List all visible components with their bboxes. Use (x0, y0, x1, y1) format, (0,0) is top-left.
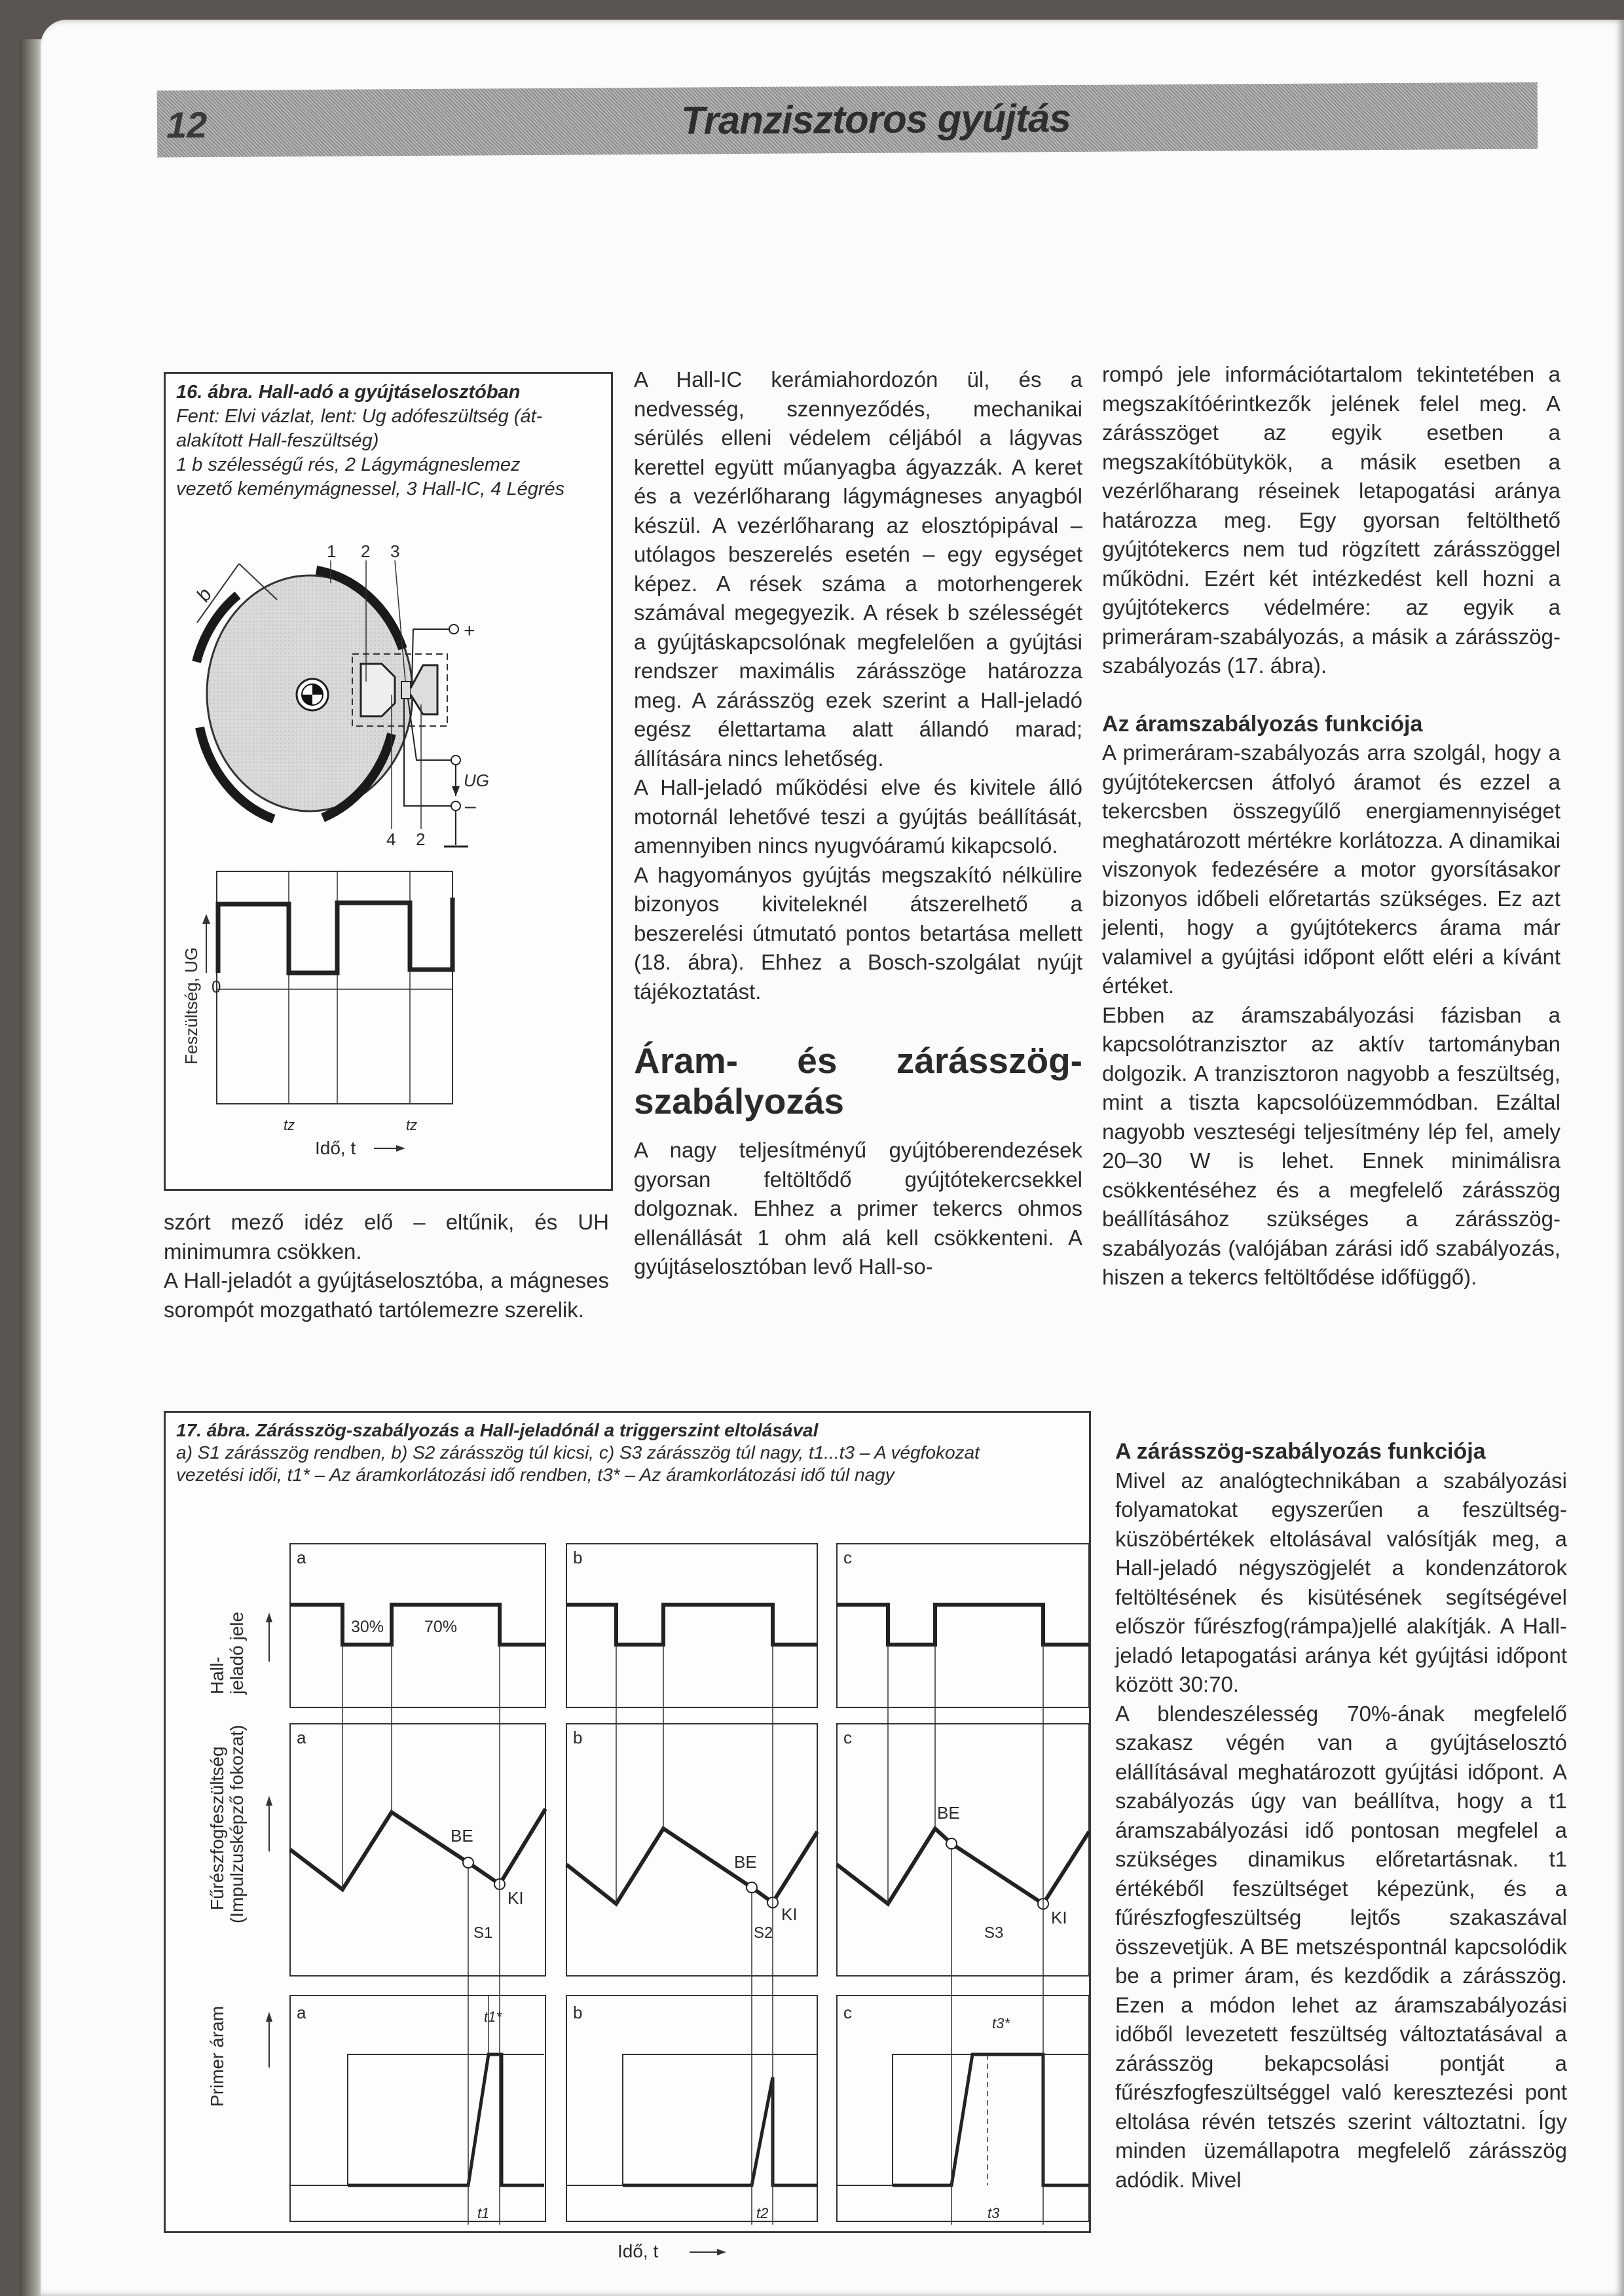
figure-16-caption (166, 374, 611, 508)
panel-label-c: c (843, 1728, 852, 1747)
paragraph: szórt mező idéz elő – eltűnik, és UH minimumra csökken. (164, 1210, 609, 1264)
panel-label-b: b (573, 1728, 583, 1747)
zero-tick: 0 (212, 977, 221, 996)
pct-30: 30% (351, 1618, 384, 1636)
ki-label: KI (781, 1904, 798, 1924)
tz-tick-2: tz (406, 1117, 418, 1133)
tz-tick-1: tz (284, 1117, 295, 1133)
plus-terminal: + (464, 620, 475, 642)
row-label-sawtooth: Fűrészfogfeszültség (207, 1746, 227, 1910)
label-2: 2 (361, 541, 371, 561)
caption-line: Fent: Elvi vázlat, lent: Ug adófeszültség (át- (176, 406, 543, 427)
ki-label: KI (507, 1888, 524, 1908)
row-label-sawtooth-2: (Impulzusképző fokozat) (227, 1724, 247, 1923)
panel-label-c: c (843, 1548, 852, 1567)
x-axis-label: Idő, t (315, 1138, 356, 1158)
paragraph: A Hall-jeladót a gyújtáselosztóba, a mágneses sorompót mozgatható tartólemezre szerelik. (164, 1268, 609, 1322)
label-2b: 2 (416, 829, 426, 849)
paragraph: A Hall-jeladó működési elve és kivitele álló motornál lehetővé teszi a gyújtás beállítását, amennyiben nincs nyugvóáramú kikapcsoló. (634, 775, 1082, 858)
figure-17-caption (166, 1413, 1089, 1493)
caption-line: vezető keménymágnessel, 3 Hall-IC, 4 Légrés (176, 479, 565, 500)
label-3: 3 (390, 541, 400, 561)
row-label-hall: Hall- (207, 1656, 227, 1694)
subheading: Az áramszabályozás funkciója (1102, 711, 1423, 737)
paragraph: rompó jele információtartalom tekintetében a megszakítóérintkezők jelének felel meg. A zárásszöget az egyik esetben a megszakítóbütykök, a másik esetben a vezérlőharang réseinek letapogatási aránya határozza meg. Egy gyorsan feltölthető gyújtótekercs nem tud rögzített zárásszöggel működni. Ezért két intézkedést kell hozni a gyújtótekercs védelmére: az egyik a primeráram-szabályozás, a másik a zárásszög-szabályozás (17. ábra). (1102, 362, 1560, 678)
label-1: 1 (327, 541, 337, 561)
be-label: BE (937, 1803, 960, 1823)
t2-label: t2 (756, 2205, 769, 2221)
column-3-lower-text (1115, 1437, 1567, 2195)
panel-label-b: b (573, 1548, 583, 1567)
figure-16 (164, 372, 613, 1191)
t1-label: t1 (477, 2205, 490, 2221)
caption-line: alakított Hall-feszültség) (176, 430, 379, 451)
paragraph: Mivel az analógtechnikában a szabályozási folyamatokat egyszerűen a feszültség-küszöbértékek eltolásával valósítják meg, a Hall-jeladó négyszögjelét a kondenzátorok feltöltésének és kisütésének segítségével először fűrészfog(rámpa)jellé alakítják. A Hall-jeladó letapogatási aránya két gyújtási időpont között 30:70. (1115, 1468, 1567, 1696)
caption-line: a) S1 zárásszög rendben, b) S2 zárásszög túl kicsi, c) S3 zárásszög túl nagy, t1...t3 – A végfokozat (176, 1442, 980, 1463)
ki-label: KI (1051, 1908, 1067, 1927)
s2-label: S2 (754, 1924, 773, 1942)
column-1-text (164, 1208, 609, 1324)
x-axis-label: Idő, t (618, 2241, 659, 2261)
paragraph: A hagyományos gyújtás megszakító nélkülire bizonyos kiviteleknél átszerelhető a beszerelési útmutató pontos betartása mellett (18. ábra). Ehhez a Bosch-szolgálat nyújt tájékoztatást. (634, 862, 1082, 1004)
t3-label: t3 (987, 2205, 1000, 2221)
panel-label-a: a (297, 1728, 306, 1747)
panel-label-a: a (297, 2003, 306, 2022)
label-4: 4 (386, 829, 396, 849)
panel-label-b: b (573, 2003, 583, 2022)
caption-line: vezetési idői, t1* – Az áramkorlátozási idő rendben, t3* – Az áramkorlátozási idő túl nagy (176, 1465, 895, 1485)
be-label: BE (734, 1852, 757, 1872)
figure-17-title: 17. ábra. Zárásszög-szabályozás a Hall-jeladónál a triggerszint eltolásával (176, 1420, 819, 1440)
subheading: A zárásszög-szabályozás funkciója (1115, 1439, 1486, 1464)
y-axis-label: Feszültség, UG (181, 947, 201, 1065)
pct-70: 70% (424, 1618, 458, 1636)
panel-label-c: c (843, 2003, 852, 2022)
panel-label-a: a (297, 1548, 306, 1567)
dim-b-label: b (192, 584, 217, 606)
ug-label: UG (464, 771, 489, 790)
row-label-hall-2: jeladó jele (227, 1611, 247, 1694)
section-heading: Áram- és zárásszög-szabályozás (634, 1040, 1082, 1121)
panel-a (290, 1544, 545, 2225)
figure-17 (164, 1411, 1091, 2261)
chapter-title: Tranzisztoros gyújtás (680, 96, 1071, 143)
paragraph: A blendeszélesség 70%-ának megfelelő szakasz végén van a gyújtáselosztó elállításával meghatározott gyújtási időpont. A szabályozás úgy van beállítva, hogy a t1 áramszabályozási idő pontosan megfelel a szükséges dinamikus előretartásnak. t1 értékéből feszültséget képezünk, és a fűrészfogfeszültség lejtős szakaszával összevetjük. A BE metszéspontnál kapcsolódik be a primer áram, és kezdődik a zárásszög. Ezen a módon lehet az áramszabályozási időből levezetett feszültség változtatásával a zárásszög bekapcsolási pontját a fűrészfogfeszültséggel való keresztezési pont eltolása révén tetszés szerint változtatni. Így minden üzemállapotra megfelelő zárásszög adódik. Mivel (1115, 1701, 1567, 2192)
t3-star-label: t3* (992, 2015, 1010, 2032)
hall-voltage-chart (166, 865, 611, 1192)
paragraph: A Hall-IC kerámiahordozón ül, és a nedvesség, szennyeződés, mechanikai sérülés elleni védelem céljából a lágyvas kerettel együtt műanyagba ágyazzák. A keret és a vezérlőharang lágymágneses anyagból készül. A vezérlőharang az elosztópipával – utólagos beszerelés esetén – egy egységet képez. A rések száma a motorhengerek számával megegyezik. A rések b szélességét a gyújtáskapcsolónak megfelelően a gyújtási rendszer maximális zárásszöge határozza meg. A zárásszög ezek szerint a Hall-jeladó egész élettartama alatt állandó marad; állítására nincs lehetőség. (634, 367, 1082, 771)
running-header (157, 82, 1538, 158)
s1-label: S1 (473, 1924, 493, 1942)
figure-16-title: 16. ábra. Hall-adó a gyújtáselosztóban (176, 382, 521, 403)
page-number: 12 (166, 103, 208, 146)
s3-label: S3 (984, 1924, 1004, 1942)
dwell-angle-diagram (166, 1498, 1089, 2261)
panel-b (566, 1544, 817, 2225)
column-2-text (634, 365, 1082, 1282)
paragraph: A primeráram-szabályozás arra szolgál, hogy a gyújtótekercsen átfolyó áramot és ezzel a tekercsben összegyűlő energiamennyiséget meghatározott mértékre korlátozza. A dinamikai viszonyok fedezésére a motor gyorsításakor bizonyos időbeli előretartás szükséges. Ez azt jelenti, hogy a gyújtótekercs árama már valamivel a gyújtási időpont előtt eléri a kívánt értéket. (1102, 740, 1560, 998)
be-label: BE (451, 1826, 473, 1846)
t1-star-label: t1* (484, 2009, 502, 2025)
caption-line: 1 b szélességű rés, 2 Lágymágneslemez (176, 454, 521, 475)
panel-c (837, 1544, 1089, 2225)
column-3-text (1102, 360, 1560, 1292)
hall-sensor-schematic (166, 538, 611, 865)
row-label-primary: Primer áram (207, 2005, 227, 2107)
paragraph: Ebben az áramszabályozási fázisban a kapcsolótranzisztor az aktív tartományban dolgozik. A tranzisztoron nagyobb a feszültség, mint a tiszta kapcsolóüzemmódban. Ezáltal nagyobb veszteségi teljesítmény lép fel, amely 20–30 W is lehet. Ennek minimálisra csökkentéséhez és a megfelelő zárásszög beállításához szükséges a zárásszög-szabályozás (valójában zárási idő szabályozás, hiszen a tekercs feltöltődése időfüggő). (1102, 1002, 1560, 1289)
minus-terminal: – (465, 795, 476, 817)
paragraph: A nagy teljesítményű gyújtóberendezések gyorsan feltöltődő gyújtótekercsekkel dolgoznak. Ehhez a primer tekercs ohmos ellenállását 1 ohm alá kell csökkenteni. A gyújtáselosztóban levő Hall-so- (634, 1138, 1082, 1279)
